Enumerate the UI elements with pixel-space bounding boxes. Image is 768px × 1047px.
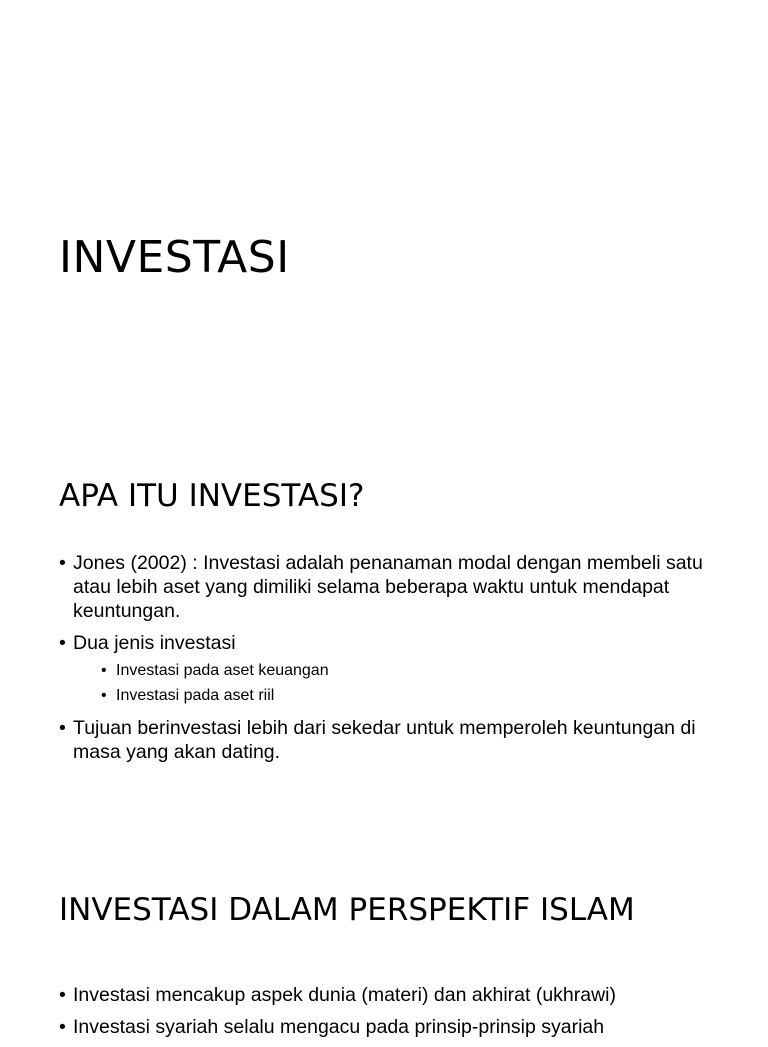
sub-bullet-list xyxy=(73,658,719,708)
sub-bullet-item xyxy=(73,658,719,683)
bullet-dot-icon: • xyxy=(59,717,66,739)
bullet-dot-icon: • xyxy=(101,687,107,704)
sub-bullet-item xyxy=(73,683,719,708)
bullet-list xyxy=(59,983,719,1047)
bullet-text: Investasi mencakup aspek dunia (materi) dan akhirat (ukhrawi) xyxy=(73,984,617,1006)
sub-bullet-text: Investasi pada aset keuangan xyxy=(116,662,329,679)
bullet-item xyxy=(59,716,719,764)
bullet-dot-icon: • xyxy=(59,632,66,654)
bullet-item xyxy=(59,631,719,708)
bullet-list xyxy=(59,551,719,772)
bullet-text: Tujuan berinvestasi lebih dari sekedar untuk memperoleh keuntungan di masa yang akan dating. xyxy=(73,717,696,763)
slide-heading: INVESTASI DALAM PERSPEKTIF ISLAM xyxy=(59,892,635,928)
slide-heading: APA ITU INVESTASI? xyxy=(59,478,365,514)
bullet-item xyxy=(59,983,719,1007)
bullet-item xyxy=(59,1015,719,1039)
bullet-text: Investasi syariah selalu mengacu pada prinsip-prinsip syariah xyxy=(73,1016,605,1038)
bullet-dot-icon: • xyxy=(59,1016,66,1038)
bullet-dot-icon: • xyxy=(59,552,66,574)
bullet-text: Dua jenis investasi xyxy=(73,632,236,654)
sub-bullet-text: Investasi pada aset riil xyxy=(116,687,275,704)
bullet-text: Jones (2002) : Investasi adalah penanaman modal dengan membeli satu atau lebih aset yang dimiliki selama beberapa waktu untuk mendapat keuntungan. xyxy=(73,552,703,622)
bullet-dot-icon: • xyxy=(59,984,66,1006)
slide-title: INVESTASI xyxy=(59,232,290,283)
bullet-item xyxy=(59,551,719,623)
bullet-dot-icon: • xyxy=(101,662,107,679)
